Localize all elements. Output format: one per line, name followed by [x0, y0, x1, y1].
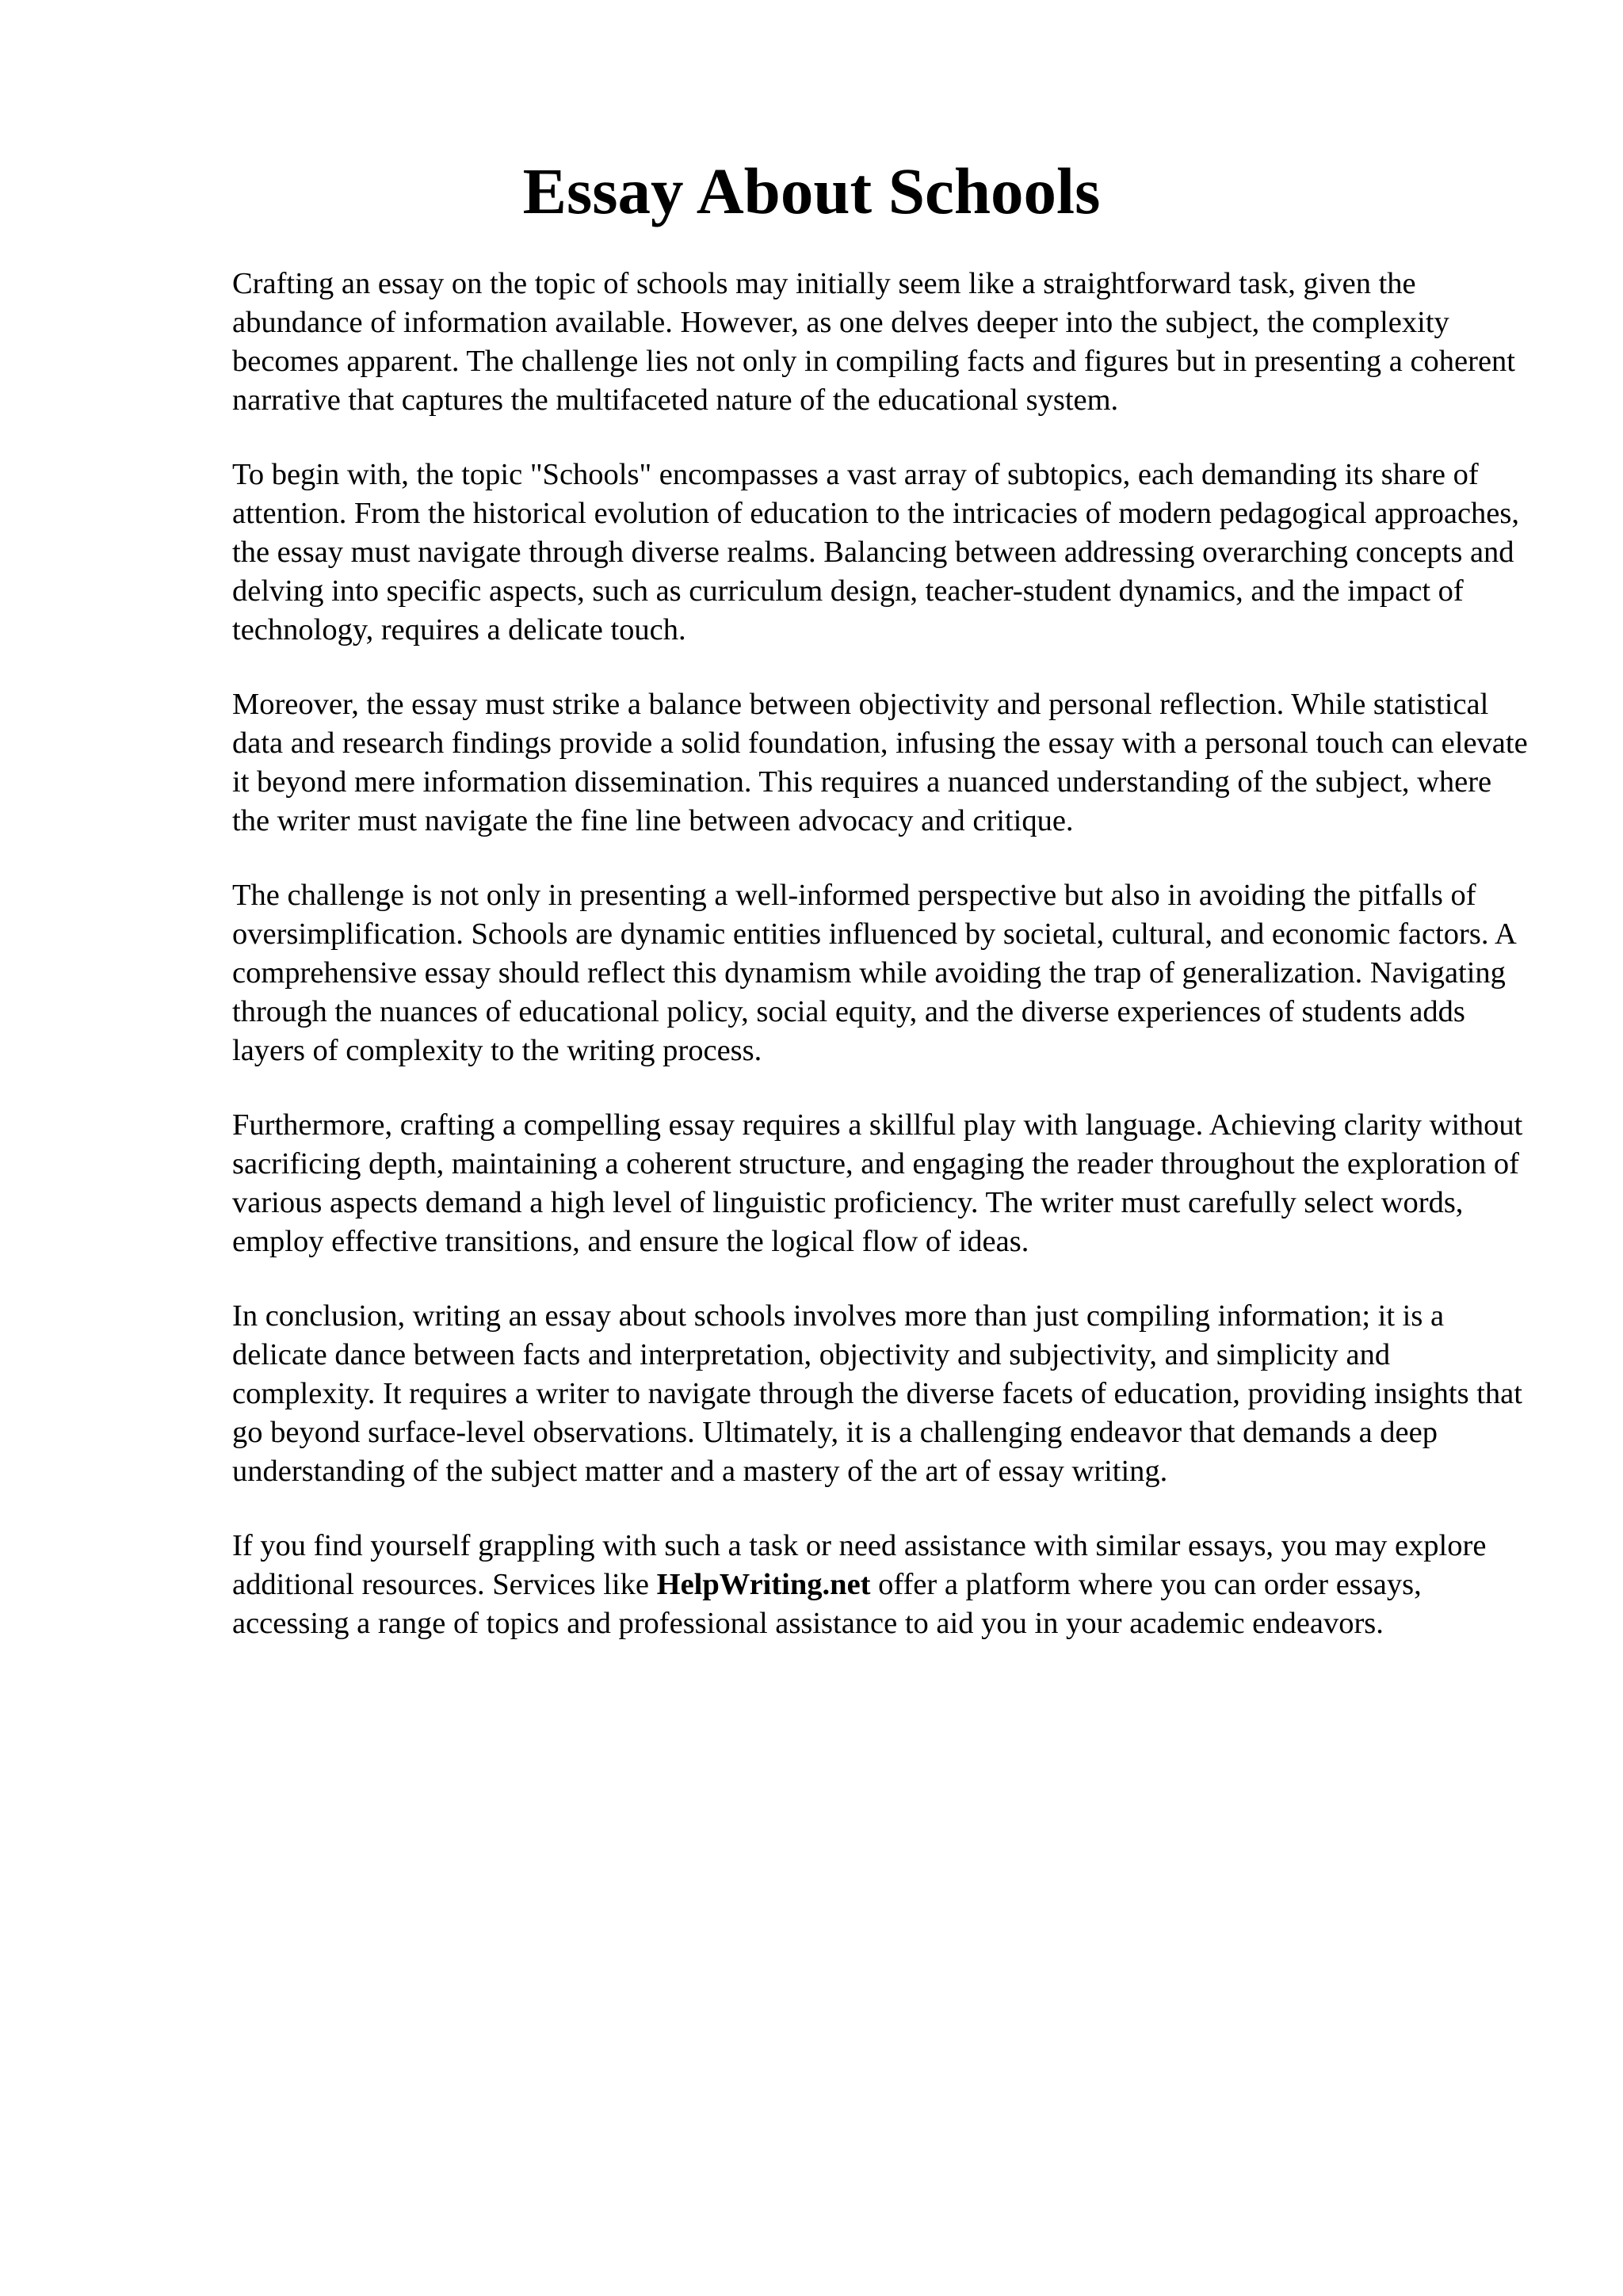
paragraph-6: In conclusion, writing an essay about schools involves more than just compiling information; it is a delicate dance between facts and interpretation, objectivity and subjectivity, and simplicity and complexity. It requires a writer to navigate through the diverse facets of education, providing insights that go beyond surface-level observations. Ultimately, it is a challenging endeavor that demands a deep understanding of the subject matter and a mastery of the art of essay writing. — [232, 1299, 1522, 1488]
closing-text-after: offer a platform where you can order essays, accessing a range of topics and professional assistance to aid you in your academic endeavors. — [232, 1568, 1422, 1640]
closing-paragraph — [232, 1527, 1532, 1643]
paragraph-2: To begin with, the topic "Schools" encompasses a vast array of subtopics, each demanding its share of attention. From the historical evolution of education to the intricacies of modern pedagogical approaches, the essay must navigate through diverse realms. Balancing between addressing overarching concepts and delving into specific aspects, such as curriculum design, teacher-student dynamics, and the impact of technology, requires a delicate touch. — [232, 458, 1519, 646]
paragraph-4: The challenge is not only in presenting a well-informed perspective but also in avoiding the pitfalls of oversimplification. Schools are dynamic entities influenced by societal, cultural, and economic factors. A comprehensive essay should reflect this dynamism while avoiding the trap of generalization. Navigating through the nuances of educational policy, social equity, and the diverse experiences of students adds layers of complexity to the writing process. — [232, 879, 1515, 1067]
paragraph-3: Moreover, the essay must strike a balance between objectivity and personal reflection. While statistical data and research findings provide a solid foundation, infusing the essay with a personal touch can elevate it beyond mere information dissemination. This requires a nuanced understanding of the subject, where the writer must navigate the fine line between advocacy and critique. — [232, 688, 1528, 837]
paragraph-5: Furthermore, crafting a compelling essay requires a skillful play with language. Achieving clarity without sacrificing depth, maintaining a coherent structure, and engaging the reader throughout the exploration of various aspects demand a high level of linguistic proficiency. The writer must carefully select words, employ effective transitions, and ensure the logical flow of ideas. — [232, 1108, 1523, 1258]
document-title: Essay About Schools — [522, 154, 1101, 227]
closing-text-before: If you find yourself grappling with such a task or need assistance with similar essays, you may explore additional resources. Services like — [232, 1529, 1487, 1601]
document-body — [232, 265, 1532, 1679]
service-name: HelpWriting.net — [656, 1568, 871, 1601]
paragraph-1: Crafting an essay on the topic of schools may initially seem like a straightforward task, given the abundance of information available. However, as one delves deeper into the subject, the complexity becomes apparent. The challenge lies not only in compiling facts and figures but in presenting a coherent narrative that captures the multifaceted nature of the educational system. — [232, 267, 1515, 417]
